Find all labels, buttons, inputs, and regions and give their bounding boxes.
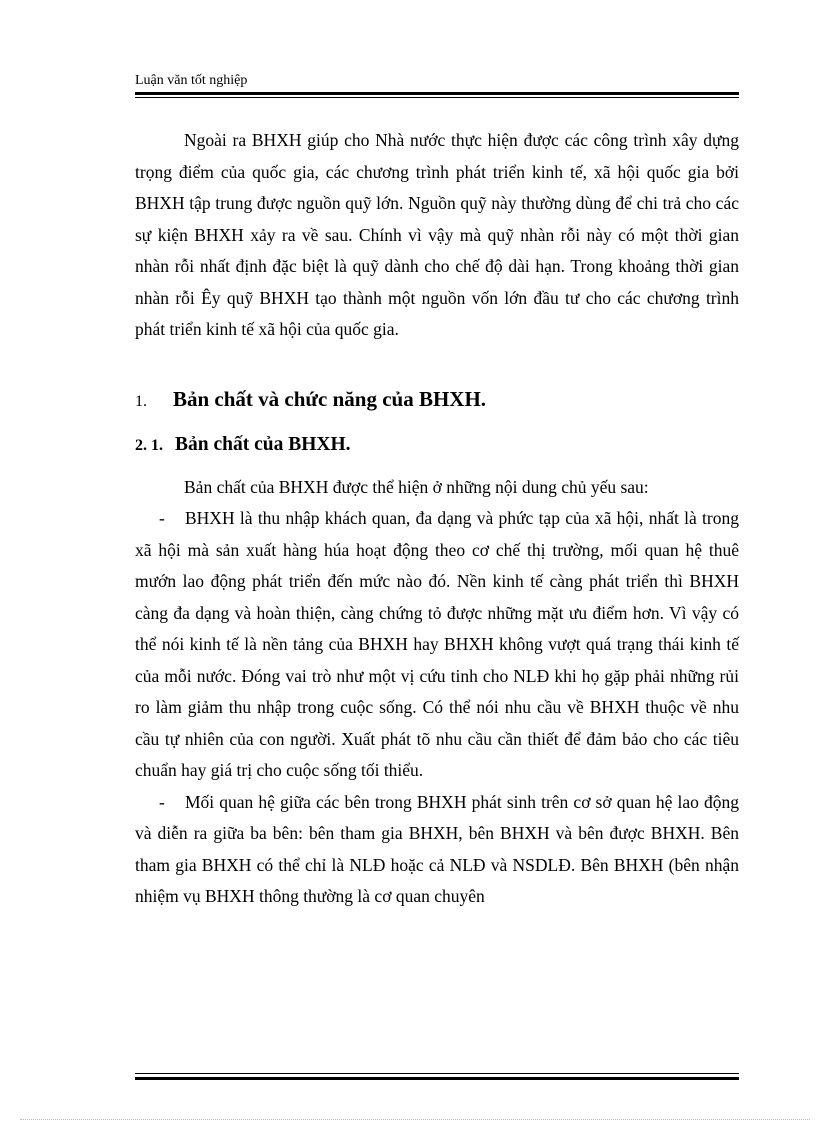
bullet-mark: - <box>159 791 165 812</box>
paragraph: Ngoài ra BHXH giúp cho Nhà nước thực hiện được các công trình xây dựng trọng điểm của quốc gia, các chương trình phát triển kinh tế, xã hội quốc gia bởi BHXH tập trung được nguồn quỹ lớn. Nguồn quỹ này thường dùng để chi trả cho các sự kiện BHXH xảy ra về sau. Chính vì vậy mà quỹ nhàn rỗi này có một thời gian nhàn rỗi nhất định đặc biệt là quỹ dành cho chế độ dài hạn. Trong khoảng thời gian nhàn rỗi Êy quỹ BHXH tạo thành một nguồn vốn lớn đầu tư cho các chương trình phát triển kinh tế xã hội của quốc gia. <box>135 130 739 339</box>
section-number: 1. <box>135 392 147 410</box>
running-header: Luận văn tốt nghiệp <box>135 73 248 88</box>
intro-paragraph: Bản chất của BHXH được thể hiện ở những nội dung chủ yếu sau: <box>184 476 649 497</box>
section-heading <box>135 384 739 418</box>
footer-rule-thin <box>135 1073 739 1074</box>
header-rule-thin <box>135 97 739 98</box>
bullet-text: BHXH là thu nhập khách quan, đa dạng và phức tạp của xã hội, nhất là trong xã hội mà sản xuất hàng húa hoạt động theo cơ chế thị trường, mối quan hệ thuê mướn lao động phát triển đến mức nào đó. Nền kinh tế càng phát triển thì BHXH càng đa dạng và hoàn thiện, càng chứng tỏ được những mặt ưu điểm hơn. Vì vậy có thể nói kinh tế là nền tảng của BHXH hay BHXH không vượt quá trạng thái kinh tế của mỗi nước. Đóng vai trò như một vị cứu tinh cho NLĐ khi họ gặp phải những rủi ro làm giảm thu nhập trong cuộc sống. Có thể nói nhu cầu về BHXH thuộc về nhu cầu tự nhiên của con người. Xuất phát tõ nhu cầu cần thiết để đảm bảo cho các tiêu chuẩn hay giá trị cho cuộc sống tối thiểu. <box>135 508 739 780</box>
footer-rule <box>135 1077 739 1080</box>
subsection-title: Bản chất của BHXH. <box>175 434 351 455</box>
bullet-item <box>135 503 739 787</box>
bullet-text: Mối quan hệ giữa các bên trong BHXH phát sinh trên cơ sở quan hệ lao động và diễn ra giữa ba bên: bên tham gia BHXH, bên BHXH và bên được BHXH. Bên tham gia BHXH có thể chỉ là NLĐ hoặc cả NLĐ và NSDLĐ. Bên BHXH (bên nhận nhiệm vụ BHXH thông thường là cơ quan chuyên <box>135 791 739 906</box>
subsection-number: 2. 1. <box>135 437 163 454</box>
section-title: Bản chất và chức năng của BHXH. <box>173 386 487 411</box>
bullet-mark: - <box>159 508 165 528</box>
bullet-item <box>135 787 739 913</box>
header-rule <box>135 92 739 95</box>
subsection-heading <box>135 429 739 462</box>
page-edge <box>20 1119 810 1120</box>
page-body <box>135 125 739 913</box>
